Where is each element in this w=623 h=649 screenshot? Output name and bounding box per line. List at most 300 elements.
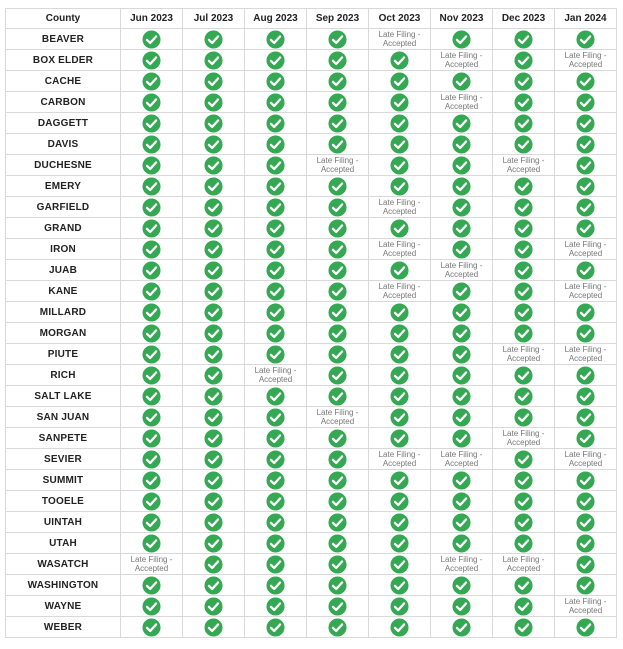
check-circle-icon: [142, 597, 161, 616]
status-cell-accepted: [183, 554, 245, 575]
status-cell-accepted: [245, 428, 307, 449]
status-cell-accepted: [245, 344, 307, 365]
check-circle-icon: [514, 534, 533, 553]
check-circle-icon: [390, 471, 409, 490]
status-cell-accepted: [493, 218, 555, 239]
status-cell-accepted: [245, 533, 307, 554]
status-cell-accepted: [183, 29, 245, 50]
county-name: CACHE: [6, 71, 121, 92]
status-cell-accepted: [245, 155, 307, 176]
late-filing-text: Late Filing - Accepted: [378, 282, 421, 300]
late-filing-text: Late Filing - Accepted: [440, 51, 483, 69]
county-name: WAYNE: [6, 596, 121, 617]
check-circle-icon: [328, 450, 347, 469]
status-cell-late: [369, 239, 431, 260]
table-row: [6, 134, 617, 155]
status-cell-accepted: [121, 344, 183, 365]
check-circle-icon: [204, 429, 223, 448]
check-circle-icon: [142, 72, 161, 91]
check-circle-icon: [452, 471, 471, 490]
status-cell-accepted: [307, 554, 369, 575]
check-circle-icon: [576, 177, 595, 196]
status-cell-accepted: [493, 470, 555, 491]
check-circle-icon: [266, 534, 285, 553]
check-circle-icon: [514, 198, 533, 217]
check-circle-icon: [266, 72, 285, 91]
status-cell-accepted: [245, 134, 307, 155]
county-name: DUCHESNE: [6, 155, 121, 176]
status-cell-accepted: [493, 323, 555, 344]
status-cell-accepted: [493, 407, 555, 428]
status-cell-accepted: [121, 218, 183, 239]
status-cell-late: [555, 239, 617, 260]
status-cell-accepted: [431, 71, 493, 92]
status-cell-accepted: [307, 491, 369, 512]
check-circle-icon: [204, 93, 223, 112]
status-cell-accepted: [183, 512, 245, 533]
status-cell-accepted: [307, 323, 369, 344]
status-cell-accepted: [183, 281, 245, 302]
check-circle-icon: [328, 261, 347, 280]
county-name: DAVIS: [6, 134, 121, 155]
status-cell-accepted: [121, 92, 183, 113]
status-cell-accepted: [121, 155, 183, 176]
check-circle-icon: [452, 408, 471, 427]
status-cell-accepted: [183, 596, 245, 617]
status-cell-accepted: [121, 50, 183, 71]
late-filing-text: Late Filing - Accepted: [378, 198, 421, 216]
month-header: Jul 2023: [183, 9, 245, 29]
status-cell-accepted: [555, 407, 617, 428]
check-circle-icon: [266, 387, 285, 406]
status-cell-accepted: [307, 71, 369, 92]
status-cell-accepted: [121, 71, 183, 92]
county-name: SEVIER: [6, 449, 121, 470]
check-circle-icon: [390, 135, 409, 154]
check-circle-icon: [514, 30, 533, 49]
check-circle-icon: [452, 576, 471, 595]
check-circle-icon: [266, 219, 285, 238]
status-cell-late: [555, 344, 617, 365]
status-cell-accepted: [431, 512, 493, 533]
check-circle-icon: [266, 408, 285, 427]
table-row: [6, 239, 617, 260]
county-name: MORGAN: [6, 323, 121, 344]
check-circle-icon: [266, 345, 285, 364]
status-cell-late: [307, 155, 369, 176]
county-name: SAN JUAN: [6, 407, 121, 428]
check-circle-icon: [390, 219, 409, 238]
check-circle-icon: [452, 240, 471, 259]
status-cell-accepted: [307, 92, 369, 113]
check-circle-icon: [266, 450, 285, 469]
status-cell-accepted: [245, 596, 307, 617]
check-circle-icon: [142, 450, 161, 469]
status-cell-accepted: [121, 617, 183, 638]
status-cell-accepted: [555, 533, 617, 554]
county-name: PIUTE: [6, 344, 121, 365]
status-cell-accepted: [431, 386, 493, 407]
status-cell-accepted: [555, 29, 617, 50]
status-cell-accepted: [369, 470, 431, 491]
status-cell-accepted: [431, 218, 493, 239]
status-cell-accepted: [307, 428, 369, 449]
table-row: [6, 407, 617, 428]
check-circle-icon: [266, 429, 285, 448]
check-circle-icon: [452, 135, 471, 154]
check-circle-icon: [452, 492, 471, 511]
table-row: [6, 554, 617, 575]
status-cell-accepted: [121, 596, 183, 617]
table-row: [6, 71, 617, 92]
check-circle-icon: [204, 450, 223, 469]
late-filing-text: Late Filing - Accepted: [316, 156, 359, 174]
month-header: Sep 2023: [307, 9, 369, 29]
status-cell-accepted: [493, 575, 555, 596]
check-circle-icon: [328, 93, 347, 112]
check-circle-icon: [576, 261, 595, 280]
check-circle-icon: [328, 513, 347, 532]
status-cell-accepted: [183, 134, 245, 155]
check-circle-icon: [390, 387, 409, 406]
table-row: [6, 365, 617, 386]
check-circle-icon: [390, 51, 409, 70]
status-cell-accepted: [307, 512, 369, 533]
check-circle-icon: [142, 429, 161, 448]
check-circle-icon: [204, 513, 223, 532]
check-circle-icon: [452, 219, 471, 238]
status-cell-accepted: [369, 176, 431, 197]
status-cell-accepted: [245, 197, 307, 218]
check-circle-icon: [204, 261, 223, 280]
check-circle-icon: [390, 429, 409, 448]
status-cell-accepted: [369, 71, 431, 92]
check-circle-icon: [142, 30, 161, 49]
check-circle-icon: [576, 72, 595, 91]
status-cell-accepted: [369, 323, 431, 344]
check-circle-icon: [204, 345, 223, 364]
table-row: [6, 617, 617, 638]
check-circle-icon: [204, 366, 223, 385]
status-cell-accepted: [183, 617, 245, 638]
table-row: [6, 197, 617, 218]
check-circle-icon: [142, 387, 161, 406]
check-circle-icon: [328, 366, 347, 385]
status-cell-accepted: [493, 260, 555, 281]
check-circle-icon: [266, 51, 285, 70]
table-row: [6, 176, 617, 197]
check-circle-icon: [514, 135, 533, 154]
status-cell-accepted: [369, 491, 431, 512]
check-circle-icon: [390, 618, 409, 637]
check-circle-icon: [514, 93, 533, 112]
status-cell-accepted: [183, 344, 245, 365]
status-cell-accepted: [555, 512, 617, 533]
check-circle-icon: [328, 198, 347, 217]
status-cell-accepted: [245, 386, 307, 407]
status-cell-accepted: [245, 92, 307, 113]
status-cell-accepted: [493, 113, 555, 134]
county-name: UTAH: [6, 533, 121, 554]
check-circle-icon: [266, 555, 285, 574]
status-cell-accepted: [369, 218, 431, 239]
check-circle-icon: [328, 240, 347, 259]
check-circle-icon: [390, 408, 409, 427]
status-cell-accepted: [493, 449, 555, 470]
status-cell-accepted: [369, 260, 431, 281]
check-circle-icon: [514, 450, 533, 469]
status-cell-accepted: [307, 281, 369, 302]
status-cell-accepted: [431, 344, 493, 365]
status-cell-accepted: [493, 491, 555, 512]
status-cell-accepted: [493, 386, 555, 407]
status-cell-accepted: [493, 50, 555, 71]
check-circle-icon: [204, 198, 223, 217]
check-circle-icon: [514, 303, 533, 322]
late-filing-text: Late Filing - Accepted: [502, 555, 545, 573]
status-cell-late: [307, 407, 369, 428]
late-filing-text: Late Filing - Accepted: [564, 240, 607, 258]
status-cell-accepted: [183, 92, 245, 113]
check-circle-icon: [390, 492, 409, 511]
check-circle-icon: [328, 471, 347, 490]
check-circle-icon: [328, 597, 347, 616]
county-name: IRON: [6, 239, 121, 260]
status-cell-accepted: [245, 302, 307, 323]
status-cell-accepted: [121, 302, 183, 323]
check-circle-icon: [514, 576, 533, 595]
check-circle-icon: [142, 492, 161, 511]
status-cell-accepted: [121, 365, 183, 386]
status-cell-accepted: [555, 617, 617, 638]
late-filing-text: Late Filing - Accepted: [130, 555, 173, 573]
status-cell-accepted: [183, 71, 245, 92]
status-cell-accepted: [369, 575, 431, 596]
check-circle-icon: [204, 114, 223, 133]
status-cell-accepted: [431, 155, 493, 176]
status-cell-accepted: [431, 113, 493, 134]
check-circle-icon: [204, 471, 223, 490]
status-cell-accepted: [183, 176, 245, 197]
status-cell-accepted: [245, 113, 307, 134]
check-circle-icon: [266, 492, 285, 511]
check-circle-icon: [452, 114, 471, 133]
check-circle-icon: [266, 93, 285, 112]
check-circle-icon: [576, 198, 595, 217]
status-cell-accepted: [245, 617, 307, 638]
status-cell-accepted: [555, 113, 617, 134]
status-cell-accepted: [307, 197, 369, 218]
status-cell-accepted: [493, 596, 555, 617]
check-circle-icon: [204, 534, 223, 553]
month-header: Dec 2023: [493, 9, 555, 29]
county-name: UINTAH: [6, 512, 121, 533]
check-circle-icon: [390, 261, 409, 280]
check-circle-icon: [576, 219, 595, 238]
table-row: [6, 260, 617, 281]
check-circle-icon: [452, 303, 471, 322]
check-circle-icon: [204, 240, 223, 259]
status-cell-late: [555, 596, 617, 617]
late-filing-text: Late Filing - Accepted: [502, 429, 545, 447]
county-header: County: [6, 9, 121, 29]
check-circle-icon: [266, 282, 285, 301]
county-name: CARBON: [6, 92, 121, 113]
status-cell-accepted: [121, 386, 183, 407]
county-name: MILLARD: [6, 302, 121, 323]
status-cell-accepted: [183, 155, 245, 176]
status-cell-accepted: [493, 29, 555, 50]
check-circle-icon: [328, 30, 347, 49]
status-cell-accepted: [493, 92, 555, 113]
status-cell-accepted: [183, 218, 245, 239]
check-circle-icon: [142, 114, 161, 133]
status-cell-late: [431, 554, 493, 575]
check-circle-icon: [142, 576, 161, 595]
status-cell-accepted: [369, 512, 431, 533]
status-cell-accepted: [183, 491, 245, 512]
check-circle-icon: [328, 177, 347, 196]
status-cell-accepted: [369, 533, 431, 554]
check-circle-icon: [328, 51, 347, 70]
status-cell-accepted: [245, 512, 307, 533]
county-name: TOOELE: [6, 491, 121, 512]
status-cell-accepted: [121, 407, 183, 428]
status-cell-accepted: [307, 134, 369, 155]
late-filing-text: Late Filing - Accepted: [440, 450, 483, 468]
late-filing-text: Late Filing - Accepted: [502, 156, 545, 174]
county-name: GARFIELD: [6, 197, 121, 218]
check-circle-icon: [452, 387, 471, 406]
status-cell-accepted: [307, 449, 369, 470]
check-circle-icon: [266, 471, 285, 490]
check-circle-icon: [576, 324, 595, 343]
status-cell-accepted: [245, 281, 307, 302]
check-circle-icon: [576, 408, 595, 427]
check-circle-icon: [576, 471, 595, 490]
status-cell-accepted: [493, 197, 555, 218]
status-cell-accepted: [431, 239, 493, 260]
status-cell-accepted: [183, 449, 245, 470]
check-circle-icon: [142, 198, 161, 217]
status-cell-late: [555, 281, 617, 302]
check-circle-icon: [452, 324, 471, 343]
check-circle-icon: [576, 492, 595, 511]
status-cell-accepted: [245, 71, 307, 92]
status-cell-late: [369, 449, 431, 470]
status-cell-accepted: [555, 470, 617, 491]
check-circle-icon: [390, 156, 409, 175]
status-cell-accepted: [555, 155, 617, 176]
check-circle-icon: [328, 303, 347, 322]
status-cell-accepted: [307, 176, 369, 197]
check-circle-icon: [328, 618, 347, 637]
check-circle-icon: [328, 219, 347, 238]
check-circle-icon: [576, 366, 595, 385]
status-cell-late: [493, 554, 555, 575]
check-circle-icon: [452, 282, 471, 301]
status-cell-accepted: [121, 512, 183, 533]
late-filing-text: Late Filing - Accepted: [564, 450, 607, 468]
check-circle-icon: [514, 471, 533, 490]
check-circle-icon: [576, 93, 595, 112]
check-circle-icon: [142, 303, 161, 322]
check-circle-icon: [514, 618, 533, 637]
status-cell-accepted: [493, 71, 555, 92]
status-cell-accepted: [245, 50, 307, 71]
check-circle-icon: [452, 534, 471, 553]
late-filing-text: Late Filing - Accepted: [564, 345, 607, 363]
status-cell-late: [369, 197, 431, 218]
check-circle-icon: [514, 261, 533, 280]
status-cell-accepted: [493, 134, 555, 155]
check-circle-icon: [390, 93, 409, 112]
check-circle-icon: [266, 156, 285, 175]
check-circle-icon: [328, 534, 347, 553]
check-circle-icon: [390, 72, 409, 91]
status-cell-accepted: [121, 239, 183, 260]
check-circle-icon: [204, 576, 223, 595]
check-circle-icon: [452, 366, 471, 385]
check-circle-icon: [266, 618, 285, 637]
check-circle-icon: [390, 366, 409, 385]
status-cell-accepted: [307, 302, 369, 323]
table-row: [6, 428, 617, 449]
county-name: WASHINGTON: [6, 575, 121, 596]
status-cell-late: [493, 155, 555, 176]
check-circle-icon: [514, 597, 533, 616]
table-row: [6, 50, 617, 71]
status-cell-accepted: [245, 239, 307, 260]
status-cell-accepted: [307, 29, 369, 50]
check-circle-icon: [204, 72, 223, 91]
status-cell-accepted: [245, 407, 307, 428]
county-name: RICH: [6, 365, 121, 386]
status-cell-accepted: [183, 260, 245, 281]
table-row: [6, 491, 617, 512]
check-circle-icon: [576, 303, 595, 322]
county-name: SUMMIT: [6, 470, 121, 491]
check-circle-icon: [328, 387, 347, 406]
status-cell-accepted: [555, 323, 617, 344]
check-circle-icon: [142, 408, 161, 427]
status-cell-accepted: [183, 575, 245, 596]
check-circle-icon: [142, 618, 161, 637]
check-circle-icon: [514, 51, 533, 70]
check-circle-icon: [452, 513, 471, 532]
status-cell-accepted: [431, 491, 493, 512]
check-circle-icon: [514, 366, 533, 385]
status-cell-accepted: [121, 575, 183, 596]
check-circle-icon: [204, 177, 223, 196]
status-cell-accepted: [555, 491, 617, 512]
month-header: Oct 2023: [369, 9, 431, 29]
check-circle-icon: [142, 345, 161, 364]
check-circle-icon: [204, 303, 223, 322]
county-name: SANPETE: [6, 428, 121, 449]
status-cell-accepted: [183, 302, 245, 323]
check-circle-icon: [452, 429, 471, 448]
status-cell-late: [121, 554, 183, 575]
check-circle-icon: [452, 156, 471, 175]
status-cell-accepted: [555, 260, 617, 281]
county-name: GRAND: [6, 218, 121, 239]
status-cell-late: [245, 365, 307, 386]
status-cell-accepted: [121, 176, 183, 197]
status-cell-late: [555, 449, 617, 470]
status-cell-accepted: [431, 596, 493, 617]
check-circle-icon: [142, 240, 161, 259]
